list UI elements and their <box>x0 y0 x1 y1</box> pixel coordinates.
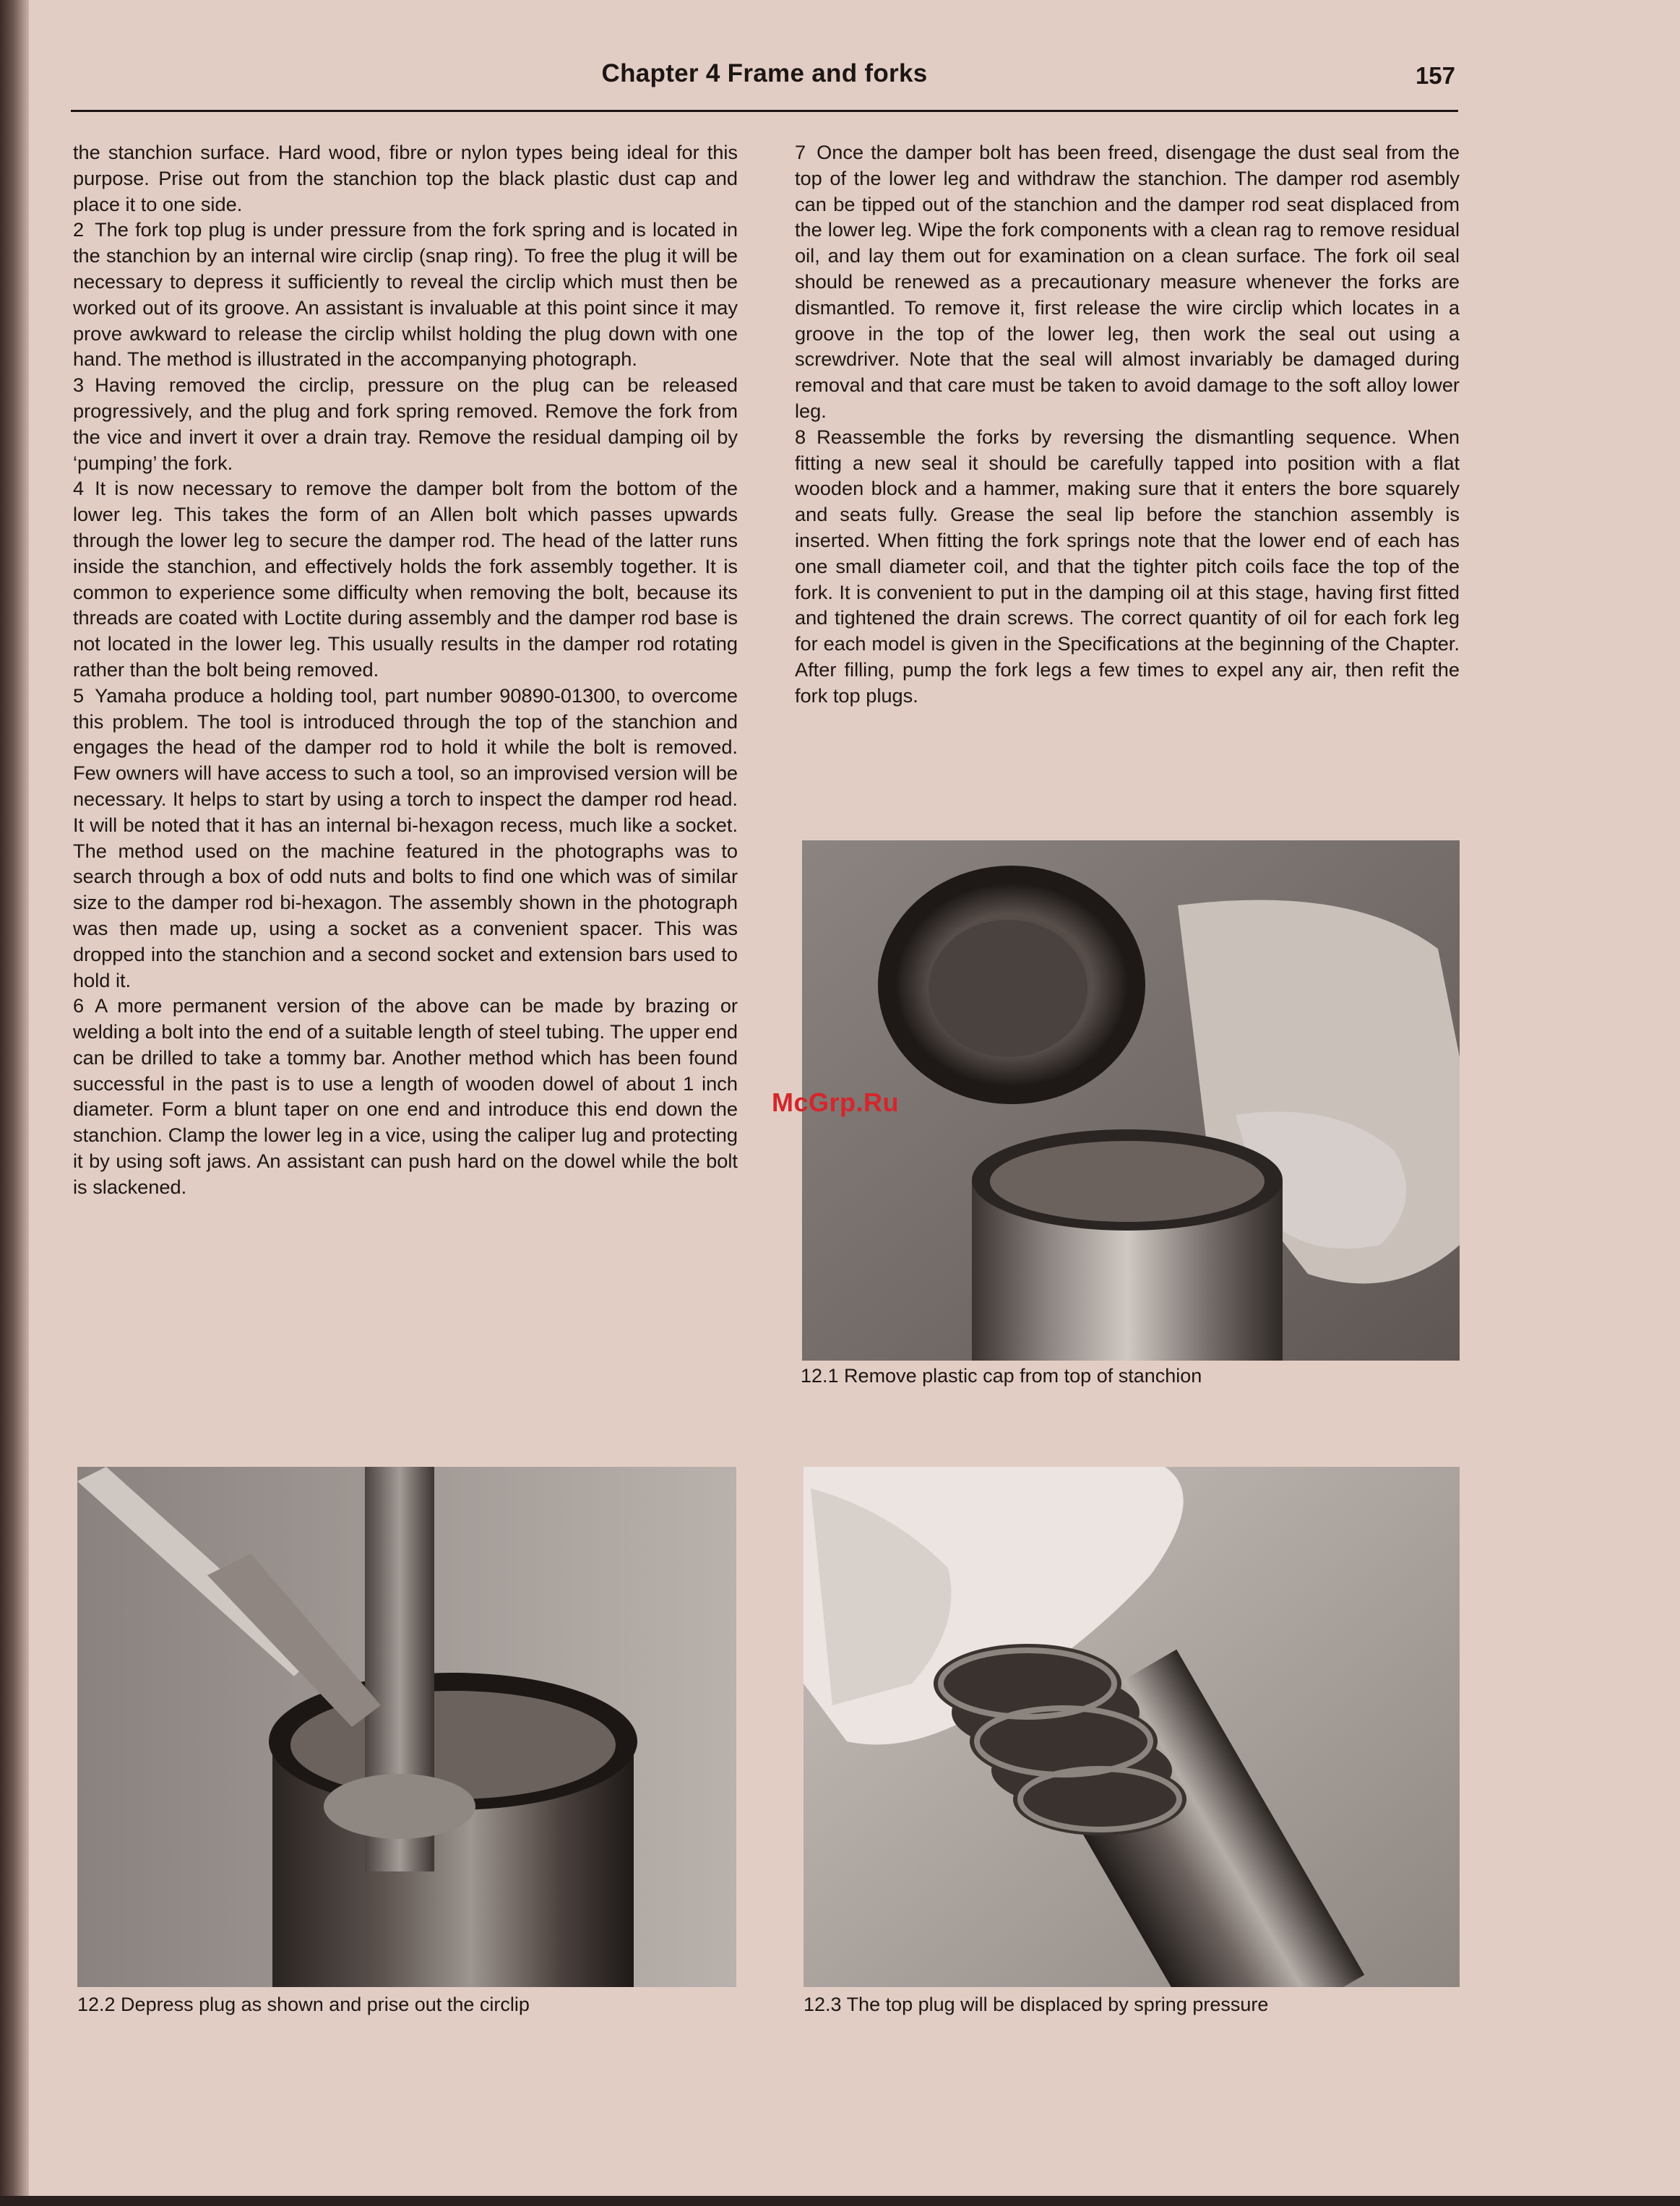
caption-12-2: 12.2 Depress plug as shown and prise out the circlip <box>77 1994 530 2015</box>
paragraph-text: Reassemble the forks by reversing the dismantling sequence. When fitting a new seal it should be carefully tapped into position with a flat wooden block and a hammer, making sure that it enters the bore squarely and seats fully. Grease the seal lip before the stanchion assembly is inserted. When fitting the fork springs note that the lower end of each has one small diameter coil, and that the tighter pitch coils face the top of the fork. It is convenient to put in the damping oil at this stage, having first fitted and tightened the drain screws. The correct quantity of oil for each fork leg for each model is given in the Specifications at the beginning of the Chapter. After filling, pump the fork legs a few times to expel any air, then refit the fork top plugs. <box>795 425 1460 707</box>
paragraph-number: 8 <box>795 425 806 448</box>
paragraph <box>73 217 738 372</box>
paragraph-text: The fork top plug is under pressure from the fork spring and is located in the stanchion by an internal wire circlip (snap ring). To free the plug it will be necessary to depress it sufficiently to reveal the circlip which must then be worked out of its groove. An assistant is invaluable at this point since it may prove awkward to release the circlip whilst holding the plug down with one hand. The method is illustrated in the accompanying photograph. <box>73 218 738 371</box>
paragraph-number: 7 <box>795 141 806 163</box>
paragraph-text: A more permanent version of the above can be made by brazing or welding a bolt into the end of a suitable length of steel tubing. The upper end can be drilled to take a tommy bar. Another method which has been found successful in the past is to use a length of wooden dowel of about 1 inch diameter. Form a blunt taper on one end and introduce this end down the stanchion. Clamp the lower leg in a vice, using the caliper lug and protecting it by using soft jaws. An assistant can push hard on the dowel while the bolt is slackened. <box>73 994 738 1198</box>
left-text-column <box>73 139 738 1200</box>
paragraph-text: the stanchion surface. Hard wood, fibre or nylon types being ideal for this purpose. Prise out from the stanchion top the black plastic dust cap and place it to one side. <box>73 141 738 215</box>
photo-12-2 <box>77 1467 736 1987</box>
paragraph <box>73 372 738 475</box>
paragraph-number: 2 <box>73 218 85 241</box>
right-text-column <box>795 139 1460 709</box>
caption-12-3: 12.3 The top plug will be displaced by spring pressure <box>804 1994 1269 2015</box>
paragraph <box>73 475 738 682</box>
paragraph <box>73 139 738 217</box>
paragraph <box>73 683 738 994</box>
paragraph-number: 6 <box>73 994 85 1017</box>
book-spine-shadow <box>0 0 29 2206</box>
paragraph-number: 3 <box>73 374 85 397</box>
chapter-title: Chapter 4 Frame and forks <box>601 59 928 87</box>
paragraph <box>795 139 1460 424</box>
watermark-text: McGrp.Ru <box>772 1087 900 1117</box>
paragraph-number: 4 <box>73 477 85 500</box>
paragraph-number: 5 <box>73 684 85 707</box>
paragraph-text: It is now necessary to remove the damper bolt from the bottom of the lower leg. This takes the form of an Allen bolt which passes upwards through the lower leg to secure the damper rod. The head of the latter runs inside the stanchion, and effectively holds the fork assembly together. It is common to experience some difficulty when removing the bolt, because its threads are coated with Loctite during assembly and the damper rod base is not located in the lower leg. This usually results in the damper rod rotating rather than the bolt being removed. <box>73 477 738 681</box>
photo-12-1 <box>802 840 1460 1361</box>
paragraph-text: Once the damper bolt has been freed, disengage the dust seal from the top of the lower leg and withdraw the stanchion. The damper rod asembly can be tipped out of the stanchion and the damper rod seat displaced from the lower leg. Wipe the fork components with a clean rag to remove residual oil, and lay them out for examination on a clean surface. The fork oil seal should be renewed as a precautionary measure whenever the forks are dismantled. To remove it, first release the wire circlip which locates in a groove in the top of the lower leg, then work the seal out using a screwdriver. Note that the seal will almost invariably be damaged during removal and that care must be taken to avoid damage to the soft alloy lower leg. <box>795 141 1460 422</box>
caption-12-1: 12.1 Remove plastic cap from top of stanchion <box>801 1365 1202 1387</box>
paragraph <box>73 993 738 1199</box>
page-bottom-edge <box>0 2196 1680 2206</box>
header-rule <box>71 110 1458 112</box>
page-number: 157 <box>1415 62 1455 89</box>
paragraph-text: Yamaha produce a holding tool, part number 90890-01300, to overcome this problem. The tool is introduced through the top of the stanchion and engages the head of the damper rod to hold it while the bolt is removed. Few owners will have access to such a tool, so an improvised version will be necessary. It helps to start by using a torch to inspect the damper rod head. It will be noted that it has an internal bi-hexagon recess, much like a socket. The method used on the machine featured in the photographs was to search through a box of odd nuts and bolts to find one which was of similar size to the damper rod bi-hexagon. The assembly shown in the photograph was then made up, using a socket as a convenient spacer. This was dropped into the stanchion and a second socket and extension bars used to hold it. <box>73 684 738 991</box>
paragraph <box>795 424 1460 709</box>
paragraph-text: Having removed the circlip, pressure on the plug can be released progressively, and the plug and fork spring removed. Remove the fork from the vice and invert it over a drain tray. Remove the residual damping oil by ‘pumping’ the fork. <box>73 374 738 474</box>
photo-12-3 <box>804 1467 1460 1987</box>
page-header <box>71 52 1458 117</box>
